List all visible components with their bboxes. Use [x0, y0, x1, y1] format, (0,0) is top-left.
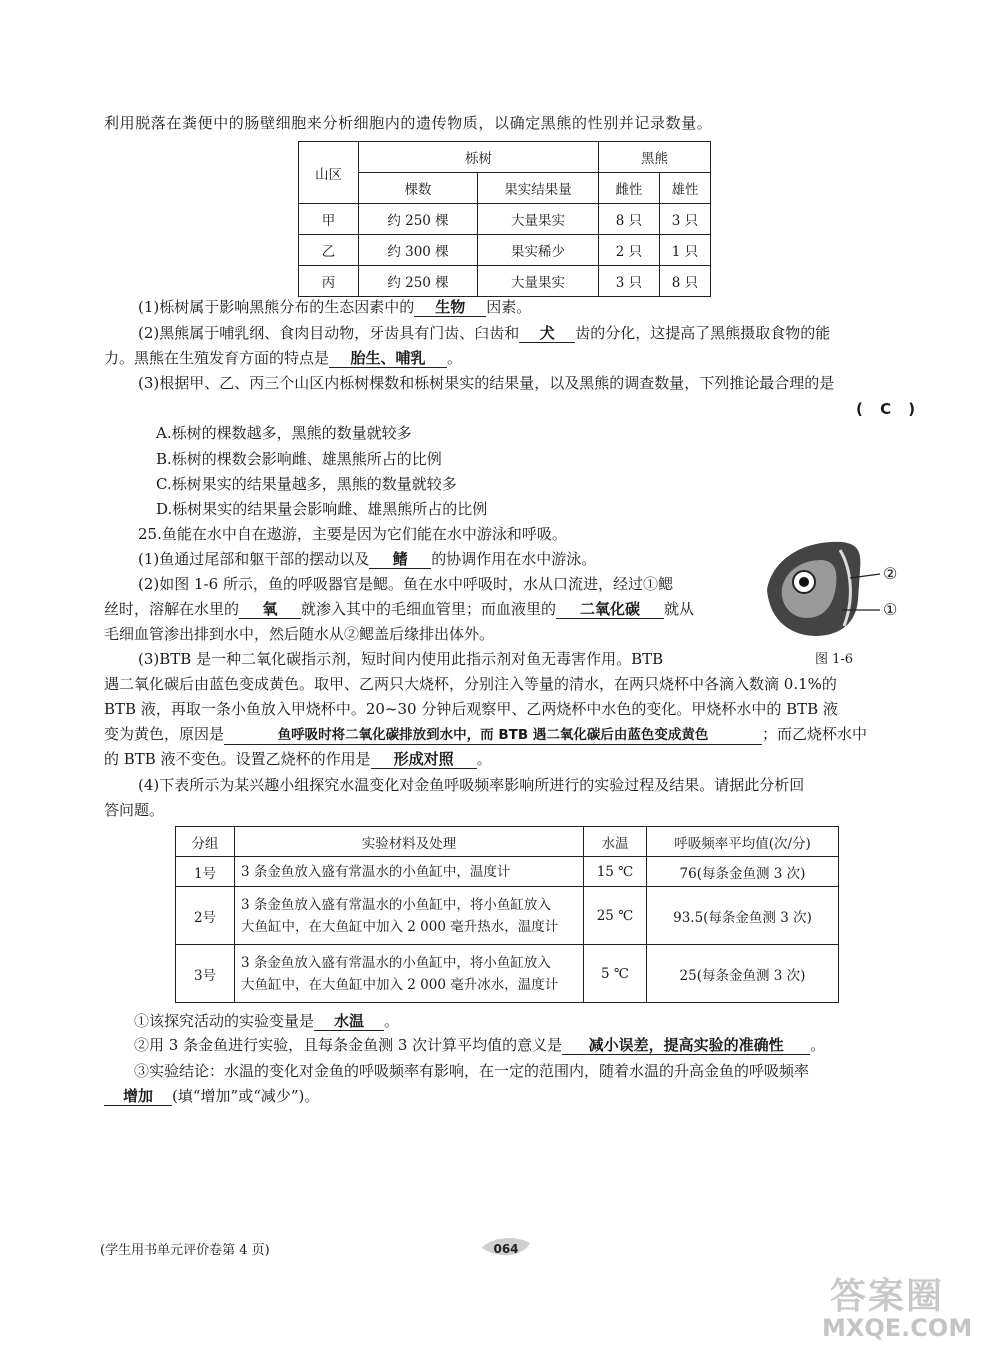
question-25-2-line1: (2)如图 1-6 所示，鱼的呼吸器官是鳃。鱼在水中呼吸时，水从口流进，经过①鳃: [138, 575, 673, 593]
text: 。: [384, 1012, 400, 1030]
page-number-leaf: [480, 1235, 532, 1261]
cell: 大量果实: [478, 204, 599, 235]
watermark-logo: [822, 1268, 990, 1346]
option-b: B.栎树的棵数会影响雌、雄黑熊所占的比例: [156, 450, 442, 468]
question-3: (3)根据甲、乙、丙三个山区内栎树棵数和栎树果实的结果量，以及黑熊的调查数量，下列推论最合理的是: [138, 374, 835, 392]
text: (2)黑熊属于哺乳纲、食肉目动物，牙齿具有门齿、臼齿和: [138, 324, 520, 342]
table-row: [299, 204, 711, 235]
cell: 76(每条金鱼测 3 次): [647, 857, 839, 887]
th-fruit: 果实结果量: [478, 173, 599, 204]
text: 因素。: [486, 298, 532, 316]
th-temp: 水温: [584, 827, 647, 857]
page-number: 064: [493, 1242, 519, 1256]
text: 丝时，溶解在水里的: [104, 600, 240, 618]
answer-3: ( C ): [856, 400, 922, 418]
text: (1)栎树属于影响黑熊分布的生态因素中的: [138, 298, 415, 316]
th-rate: 呼吸频率平均值(次/分): [647, 827, 839, 857]
sub-question-3-line1: ③实验结论：水温的变化对金鱼的呼吸频率有影响，在一定的范围内，随着水温的升高金鱼的呼吸频率: [134, 1062, 810, 1080]
answer-s1: 水温: [314, 1012, 384, 1031]
cell: 3 只: [660, 204, 711, 235]
text: 3 条金鱼放入盛有常温水的小鱼缸中，将小鱼缸放入: [241, 954, 551, 971]
answer-2a: 犬: [519, 324, 575, 343]
cell: 丙: [299, 266, 359, 297]
table-row: [176, 945, 839, 1003]
table-row: [176, 887, 839, 945]
text: ；而乙烧杯水中: [762, 725, 868, 743]
text: 3 条金鱼放入盛有常温水的小鱼缸中，将小鱼缸放入: [241, 896, 551, 913]
text: 变为黄色，原因是: [104, 725, 225, 743]
question-2-line2: [104, 347, 462, 369]
option-c: C.栎树果实的结果量越多，黑熊的数量就较多: [156, 475, 457, 493]
sub-question-3-line2: [104, 1085, 319, 1107]
text: (填“增加”或“减少”)。: [172, 1087, 320, 1105]
cell: 1 只: [660, 235, 711, 266]
question-2-line1: [138, 322, 830, 344]
cell: [235, 945, 584, 1003]
th-area: 山区: [299, 142, 359, 204]
cell: 93.5(每条金鱼测 3 次): [647, 887, 839, 945]
chestnut-bear-table: [298, 141, 711, 297]
text: 。: [810, 1036, 826, 1054]
text: ②用 3 条金鱼进行实验，且每条金鱼测 3 次计算平均值的意义是: [134, 1036, 563, 1054]
sub-question-1: [134, 1010, 399, 1032]
question-25-3-line5: [104, 748, 492, 770]
cell: 15 ℃: [584, 857, 647, 887]
answer-25-2a: 氧: [239, 600, 301, 619]
th-material: 实验材料及处理: [235, 827, 584, 857]
cell: 3 只: [599, 266, 660, 297]
question-25-3-line3: BTB 液，再取一条小鱼放入甲烧杯中。20~30 分钟后观察甲、乙两烧杯中水色的变化。甲烧杯水中的 BTB 液: [104, 700, 838, 718]
cell: 约 250 棵: [359, 204, 478, 235]
question-25-4-line2: 答问题。: [104, 801, 165, 819]
cell: 1号: [176, 857, 235, 887]
text: 的 BTB 液不变色。设置乙烧杯的作用是: [104, 750, 371, 768]
th-male: 雄性: [660, 173, 711, 204]
text: 大鱼缸中，在大鱼缸中加入 2 000 毫升冰水，温度计: [241, 976, 559, 993]
option-d: D.栎树果实的结果量会影响雌、雄黑熊所占的比例: [156, 500, 488, 518]
table-row: [176, 857, 839, 887]
answer-2b: 胎生、哺乳: [329, 349, 447, 368]
watermark-url: MXQE.COM: [822, 1314, 973, 1342]
text: (1)鱼通过尾部和躯干部的摆动以及: [138, 550, 370, 568]
text: 。: [476, 750, 492, 768]
cell: 8 只: [660, 266, 711, 297]
cell: 2 只: [599, 235, 660, 266]
answer-25-3a: 鱼呼吸时将二氧化碳排放到水中，而 BTB 遇二氧化碳后由蓝色变成黄色: [224, 726, 762, 745]
sub-question-2: [134, 1034, 825, 1056]
text: 。: [447, 349, 463, 367]
goldfish-experiment-table: [175, 826, 839, 1003]
cell: 大量果实: [478, 266, 599, 297]
answer-25-1: 鳍: [369, 550, 431, 569]
question-25-2-line3: 毛细血管渗出排到水中，然后随水从②鳃盖后缘排出体外。: [104, 625, 495, 643]
cell: 约 300 棵: [359, 235, 478, 266]
cell: [235, 887, 584, 945]
figure-label-2: ②: [883, 564, 898, 583]
table-row: [299, 235, 711, 266]
answer-s3: 增加: [104, 1087, 172, 1106]
text: 齿的分化，这提高了黑熊摄取食物的能: [575, 324, 831, 342]
cell: 5 ℃: [584, 945, 647, 1003]
intro-text: 利用脱落在粪便中的肠壁细胞来分析细胞内的遗传物质，以确定黑熊的性别并记录数量。: [104, 114, 713, 132]
answer-25-2b: 二氧化碳: [556, 600, 664, 619]
question-1: [138, 296, 531, 318]
text: 的协调作用在水中游泳。: [431, 550, 597, 568]
th-female: 雌性: [599, 173, 660, 204]
cell: 2号: [176, 887, 235, 945]
text: 力。黑熊在生殖发育方面的特点是: [104, 349, 330, 367]
question-25-2-line2: [104, 598, 694, 620]
th-group: 分组: [176, 827, 235, 857]
figure-caption: 图 1-6: [815, 652, 854, 667]
question-25-3-line4: [104, 723, 867, 745]
cell: 果实稀少: [478, 235, 599, 266]
cell: 约 250 棵: [359, 266, 478, 297]
answer-1: 生物: [414, 298, 486, 317]
question-25-4-line1: (4)下表所示为某兴趣小组探究水温变化对金鱼呼吸频率影响所进行的实验过程及结果。请据此分析回: [138, 776, 805, 794]
question-25-3-line2: 遇二氧化碳后由蓝色变成黄色。取甲、乙两只大烧杯，分别注入等量的清水，在两只烧杯中各滴入数滴 0.1%的: [104, 675, 837, 693]
cell: 25 ℃: [584, 887, 647, 945]
answer-s2: 减小误差，提高实验的准确性: [562, 1036, 810, 1055]
watermark-text: 答案圈: [830, 1276, 945, 1317]
text: ①该探究活动的实验变量是: [134, 1012, 315, 1030]
question-25-1: [138, 548, 596, 570]
question-25-3-line1: (3)BTB 是一种二氧化碳指示剂，短时间内使用此指示剂对鱼无毒害作用。BTB: [138, 650, 664, 668]
table-row: [299, 266, 711, 297]
cell: 3号: [176, 945, 235, 1003]
text: 就渗入其中的毛细血管里；而血液里的: [301, 600, 557, 618]
question-25: 25.鱼能在水中自在遨游，主要是因为它们能在水中游泳和呼吸。: [138, 525, 567, 543]
figure-label-1: ①: [883, 600, 898, 619]
th-count: 棵数: [359, 173, 478, 204]
fish-head-figure: [762, 530, 892, 642]
text: 就从: [664, 600, 695, 618]
answer-25-3b: 形成对照: [371, 750, 477, 769]
option-a: A.栎树的棵数越多，黑熊的数量就较多: [156, 424, 412, 442]
th-tree: 栎树: [359, 142, 599, 173]
cell: 3 条金鱼放入盛有常温水的小鱼缸中，温度计: [235, 857, 584, 887]
cell: 乙: [299, 235, 359, 266]
cell: 甲: [299, 204, 359, 235]
text: 大鱼缸中，在大鱼缸中加入 2 000 毫升热水，温度计: [241, 918, 559, 935]
cell: 25(每条金鱼测 3 次): [647, 945, 839, 1003]
cell: 8 只: [599, 204, 660, 235]
footer: (学生用书单元评价卷第 4 页): [100, 1243, 270, 1258]
th-bear: 黑熊: [599, 142, 711, 173]
